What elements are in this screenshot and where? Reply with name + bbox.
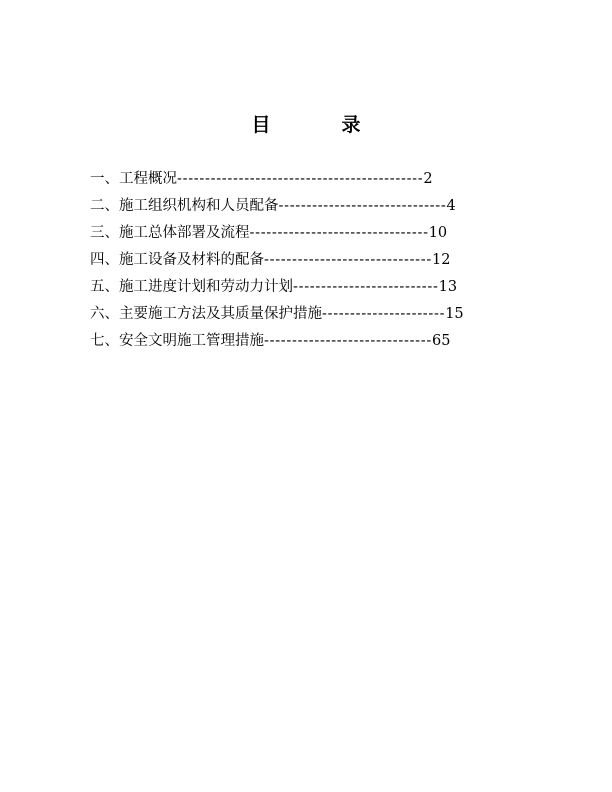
toc-heading: 目 录	[251, 114, 387, 136]
toc-entry[interactable]	[90, 166, 524, 193]
toc-entry-page: 10	[428, 225, 448, 241]
toc-entry-leader: ----------------------	[322, 306, 446, 322]
toc-entry[interactable]	[90, 274, 524, 301]
toc-entry[interactable]	[90, 328, 524, 355]
toc-entry-leader: --------------------------------	[249, 225, 429, 241]
toc-entry-title: 三、施工总体部署及流程	[90, 225, 250, 241]
toc-entry-title: 四、施工设备及材料的配备	[90, 252, 264, 268]
toc-entry-leader: ------------------------------	[278, 198, 447, 214]
toc-entry[interactable]	[90, 220, 524, 247]
toc-entry[interactable]	[90, 193, 524, 220]
toc-entry-title: 五、施工进度计划和劳动力计划	[90, 279, 293, 295]
toc-entry-page: 65	[431, 333, 451, 349]
toc-entry[interactable]	[90, 301, 524, 328]
toc-entry-page: 13	[438, 279, 458, 295]
toc-entry-title: 六、主要施工方法及其质量保护措施	[90, 306, 322, 322]
toc-entry-title: 七、安全文明施工管理措施	[90, 333, 264, 349]
toc-entry[interactable]	[90, 247, 524, 274]
toc-entry-leader: ------------------------------	[264, 333, 432, 349]
toc-entry-page: 12	[431, 252, 451, 268]
toc-entry-leader: --------------------------	[293, 279, 439, 295]
toc-entry-page: 2	[423, 171, 433, 187]
toc-entry-page: 15	[445, 306, 464, 322]
toc-entry-leader: ------------------------------	[264, 252, 432, 268]
toc-entry-title: 二、施工组织机构和人员配备	[90, 198, 279, 214]
table-of-contents	[90, 166, 524, 355]
toc-entry-leader: --------------------------------------------	[177, 171, 424, 187]
toc-entry-page: 4	[446, 198, 456, 214]
toc-entry-title: 一、工程概况	[90, 171, 177, 187]
